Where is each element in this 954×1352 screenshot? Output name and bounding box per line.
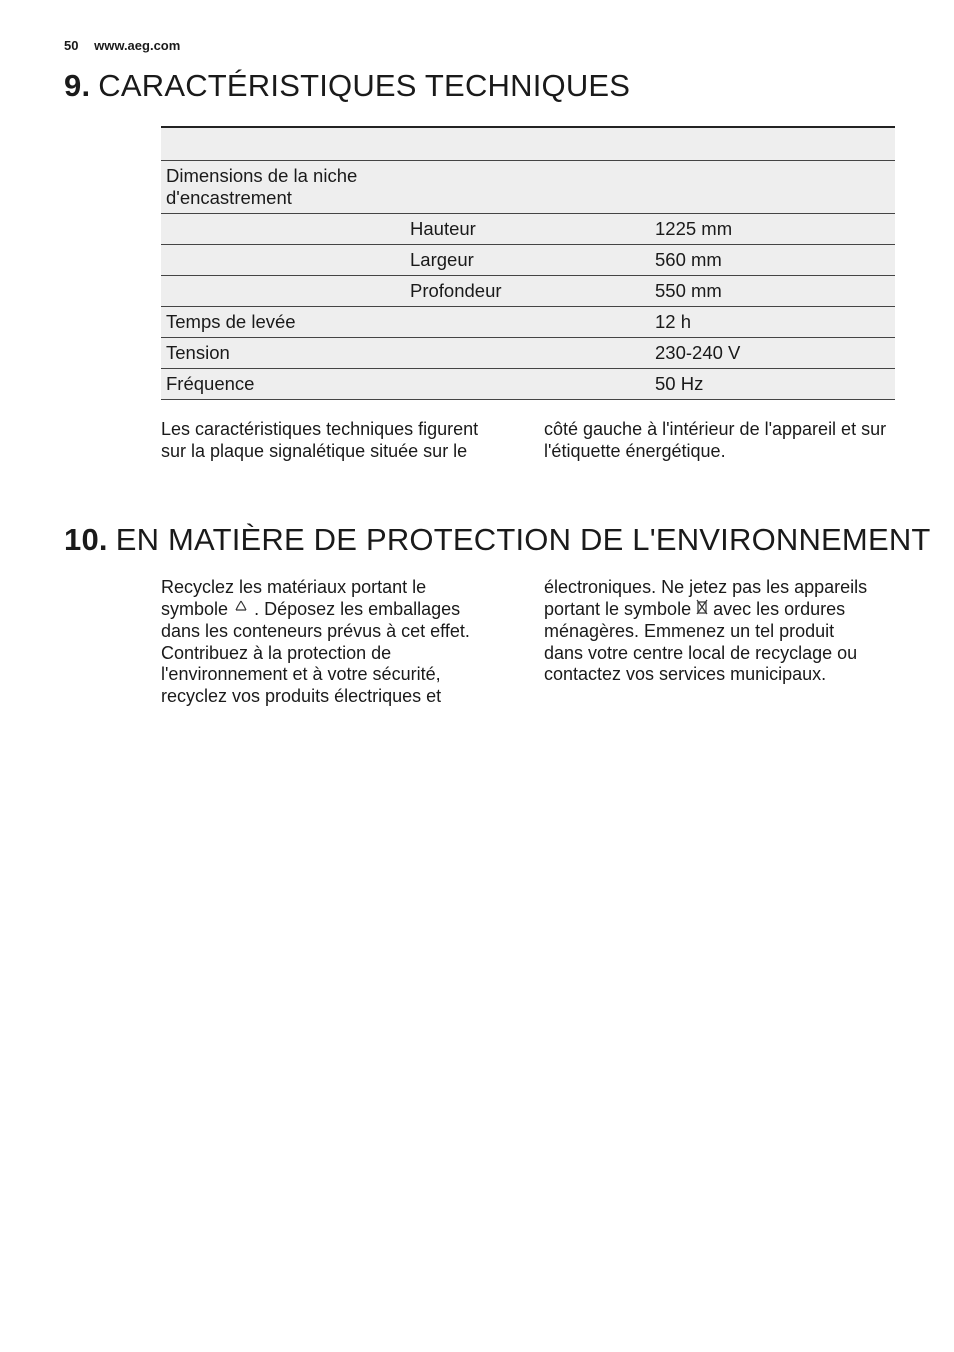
- table-row: [161, 338, 895, 369]
- table-cell: [405, 338, 650, 369]
- weee-text-a: électroniques. Ne jetez pas les appareils portant le symbole: [544, 577, 868, 619]
- table-cell: 230-240 V: [650, 338, 895, 369]
- table-cell: [405, 161, 650, 214]
- table-cell: Largeur: [405, 245, 650, 276]
- table-cell: 560 mm: [650, 245, 895, 276]
- site-url: www.aeg.com: [94, 38, 181, 53]
- table-cell: [405, 369, 650, 400]
- env-text-right: [544, 577, 869, 686]
- table-cell: Dimensions de la niche d'encastrement: [161, 161, 405, 214]
- section-10-title: [64, 522, 931, 558]
- table-row: [161, 307, 895, 338]
- recycle-text-a: Recyclez les matériaux portant le symbole: [161, 577, 427, 619]
- table-cell: [161, 276, 405, 307]
- spec-note-left: Les caractéristiques techniques figurent sur la plaque signalétique située sur le: [161, 419, 479, 461]
- table-cell: Hauteur: [405, 214, 650, 245]
- table-cell: [161, 245, 405, 276]
- section-title-text: EN MATIÈRE DE PROTECTION DE L'ENVIRONNEMENT: [115, 522, 931, 557]
- weee-text-b: avec les ordures ménagères. Emmenez un tel produit dans votre centre local de recyclage ou contactez vos services municipaux.: [544, 598, 858, 684]
- table-row: [161, 161, 895, 214]
- table-cell: Temps de levée: [161, 307, 405, 338]
- table-cell: 50 Hz: [650, 369, 895, 400]
- section-title-text: CARACTÉRISTIQUES TECHNIQUES: [98, 68, 631, 103]
- table-cell: [161, 214, 405, 245]
- env-paragraph-2: Contribuez à la protection de l'environnement et à votre sécurité, recyclez vos produits électriques et: [161, 642, 442, 706]
- table-row: [161, 369, 895, 400]
- section-number: 10.: [64, 522, 108, 557]
- table-cell: Profondeur: [405, 276, 650, 307]
- table-header-row: [161, 127, 895, 161]
- spec-note-right: côté gauche à l'intérieur de l'appareil et sur l'étiquette énergétique.: [544, 419, 887, 461]
- table-cell: 550 mm: [650, 276, 895, 307]
- table-cell: [405, 307, 650, 338]
- table-row: [161, 245, 895, 276]
- spec-table: [161, 126, 895, 400]
- recycle-icon: [233, 599, 249, 622]
- table-row: [161, 276, 895, 307]
- recycle-text-b: . Déposez les emballages dans les conteneurs prévus à cet effet.: [161, 598, 470, 641]
- page-number: 50: [64, 38, 79, 53]
- section-9-title: [64, 68, 630, 104]
- table-cell: 1225 mm: [650, 214, 895, 245]
- crossed-bin-icon: [696, 599, 708, 622]
- env-text-left: [161, 577, 491, 707]
- section-number: 9.: [64, 68, 91, 103]
- page-header: [64, 38, 180, 53]
- table-cell: 12 h: [650, 307, 895, 338]
- table-row: [161, 214, 895, 245]
- table-cell: [650, 161, 895, 214]
- table-cell: Tension: [161, 338, 405, 369]
- table-cell: Fréquence: [161, 369, 405, 400]
